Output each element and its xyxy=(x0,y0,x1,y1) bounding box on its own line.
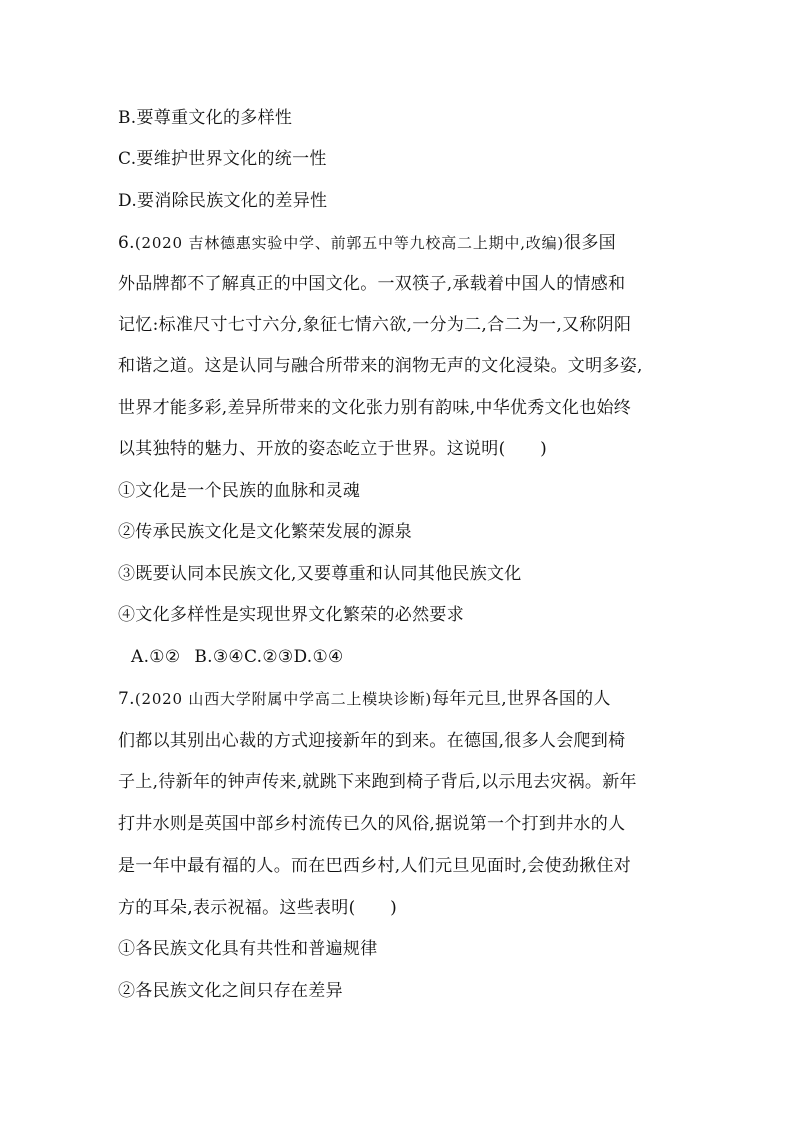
q7-source: (2020 山西大学附属中学高二上模块诊断) xyxy=(134,690,433,708)
q6-statement: ②传承民族文化是文化繁荣发展的源泉 xyxy=(118,522,413,542)
q6-statement: ③既要认同本民族文化,又要尊重和认同其他民族文化 xyxy=(118,564,522,584)
q7-stem-line: 子上,待新年的钟声传来,就跳下来跑到椅子背后,以示甩去灾祸。新年 xyxy=(118,772,637,792)
q6-choices xyxy=(131,646,691,668)
q7-first-line xyxy=(118,688,678,710)
q7-stem-line: 们都以其别出心裁的方式迎接新年的到来。在德国,很多人会爬到椅 xyxy=(118,731,626,751)
q7-stem-line: 是一年中最有福的人。而在巴西乡村,人们元旦见面时,会使劲揪住对 xyxy=(118,856,632,876)
q6-stem-line: 和谐之道。这是认同与融合所带来的润物无声的文化浸染。文明多姿, xyxy=(118,356,643,376)
q6-stem-line: 很多国 xyxy=(564,233,616,253)
q7-statement: ①各民族文化具有共性和普遍规律 xyxy=(118,939,378,959)
q6-statement: ①文化是一个民族的血脉和灵魂 xyxy=(118,481,361,501)
q6-choice-c[interactable]: C.②③ xyxy=(243,647,294,667)
q7-stem-line: 打井水则是英国中部乡村流传已久的风俗,据说第一个打到井水的人 xyxy=(118,814,626,834)
q6-stem-line: 世界才能多彩,差异所带来的文化张力别有韵味,中华优秀文化也始终 xyxy=(118,398,632,418)
q6-first-line xyxy=(118,232,678,254)
q6-stem-line: 以其独特的魅力、开放的姿态屹立于世界。这说明( ) xyxy=(118,439,548,459)
q6-statement: ④文化多样性是实现世界文化繁荣的必然要求 xyxy=(118,605,464,625)
q6-choice-a[interactable]: A.①② xyxy=(131,647,181,667)
q6-choice-b[interactable]: B.③④ xyxy=(194,647,244,667)
q7-stem-line: 方的耳朵,表示祝福。这些表明( ) xyxy=(118,898,398,918)
q7-stem-line: 每年元旦,世界各国的人 xyxy=(432,689,611,709)
q7-statement: ②各民族文化之间只存在差异 xyxy=(118,981,343,1001)
q5-option-d: D.要消除民族文化的差异性 xyxy=(118,191,328,211)
q6-choice-d[interactable]: D.①④ xyxy=(293,647,344,667)
q6-number: 6. xyxy=(118,233,135,253)
q7-number: 7. xyxy=(118,689,135,709)
q6-stem-line: 外品牌都不了解真正的中国文化。一双筷子,承载着中国人的情感和 xyxy=(118,274,626,294)
q6-stem-line: 记忆:标准尺寸七寸六分,象征七情六欲,一分为二,合二为一,又称阴阳 xyxy=(118,315,632,335)
q5-option-b: B.要尊重文化的多样性 xyxy=(118,108,293,128)
q5-option-c: C.要维护世界文化的统一性 xyxy=(118,149,327,169)
q6-source: (2020 吉林德惠实验中学、前郭五中等九校高二上期中,改编) xyxy=(134,234,565,252)
